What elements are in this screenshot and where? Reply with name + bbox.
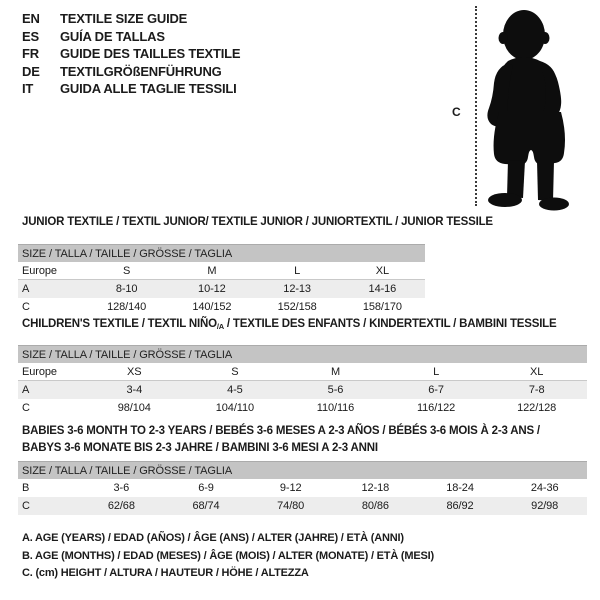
value-cell: 12-18	[361, 482, 390, 494]
size-table	[18, 244, 425, 316]
language-label: GUIDA ALLE TAGLIE TESSILI	[60, 81, 237, 96]
table-title	[22, 214, 493, 231]
value-cell: 5-6	[327, 384, 344, 396]
value-cell: 116/122	[416, 402, 456, 414]
table-title-text: /A	[216, 322, 224, 331]
table-row	[18, 479, 587, 497]
value-cell: M	[207, 265, 217, 277]
table-row	[18, 381, 587, 399]
value-cell: M	[330, 366, 341, 378]
value-cell: 24-36	[530, 482, 559, 494]
table-title-text: BABYS 3-6 MONATE BIS 2-3 JAHRE / BAMBINI 3-6 MESI A 2-3 ANNI	[22, 442, 378, 454]
value-cell: 7-8	[528, 384, 545, 396]
row-label-cell: C	[22, 402, 30, 414]
value-cell: 128/140	[107, 301, 147, 313]
value-cell: 86/92	[446, 500, 474, 512]
value-cell: 18-24	[446, 482, 474, 494]
value-cell: 4-5	[227, 384, 243, 396]
value-cell: 74/80	[277, 500, 305, 512]
value-cell: 158/170	[362, 301, 402, 313]
value-cell: 110/116	[316, 402, 355, 414]
value-cell: 80/86	[361, 500, 389, 512]
value-cell: 3-6	[113, 482, 130, 494]
language-row	[22, 10, 240, 28]
value-cell: 140/152	[192, 301, 232, 313]
value-cell: S	[231, 366, 239, 378]
value-cell: 152/158	[277, 301, 317, 313]
value-cell: 10-12	[198, 283, 226, 295]
table-row	[18, 262, 425, 280]
table-title-text: CHILDREN'S TEXTILE / TEXTIL NIÑO	[22, 318, 217, 330]
value-cell: L	[294, 265, 301, 277]
language-code: ES	[22, 28, 39, 44]
value-cell: 6-7	[428, 384, 444, 396]
value-cell: 92/98	[531, 500, 559, 512]
table-title-line	[22, 316, 556, 333]
value-cell: XL	[375, 265, 389, 277]
table-title-line	[22, 440, 540, 457]
value-cell: XL	[530, 366, 544, 378]
height-measure-label: C	[452, 105, 461, 119]
value-cell: 98/104	[117, 402, 151, 414]
language-code: DE	[22, 63, 40, 79]
measurement-legend	[22, 530, 434, 583]
language-row	[22, 28, 240, 46]
table-row	[18, 280, 425, 298]
language-label: GUIDE DES TAILLES TEXTILE	[60, 46, 241, 61]
table-row	[18, 298, 425, 316]
table-row	[18, 497, 587, 515]
language-row	[22, 63, 240, 81]
value-cell: 122/128	[517, 402, 557, 414]
row-label-cell: B	[22, 482, 30, 494]
size-header-bar: SIZE / TALLA / TAILLE / GRÖSSE / TAGLIA	[18, 461, 587, 479]
table-row	[18, 363, 587, 381]
language-row	[22, 45, 240, 63]
value-cell: 62/68	[107, 500, 135, 512]
value-cell: S	[123, 265, 131, 277]
row-label-cell: C	[22, 301, 30, 313]
value-cell: XS	[127, 366, 142, 378]
value-cell: 9-12	[279, 482, 302, 494]
value-cell: L	[433, 366, 440, 378]
size-header-bar: SIZE / TALLA / TAILLE / GRÖSSE / TAGLIA	[18, 345, 587, 363]
value-cell: 6-9	[198, 482, 214, 494]
baby-silhouette-icon	[478, 4, 600, 212]
table-title-text: / TEXTILE DES ENFANTS / KINDERTEXTIL / BAMBINI TESSILE	[223, 318, 557, 330]
value-cell: 104/110	[215, 402, 255, 414]
language-label: GUÍA DE TALLAS	[60, 28, 165, 44]
table-title-text: JUNIOR TEXTILE / TEXTIL JUNIOR/ TEXTILE JUNIOR / JUNIORTEXTIL / JUNIOR TESSILE	[22, 216, 493, 228]
row-label-cell: C	[22, 500, 30, 512]
size-table	[18, 461, 587, 515]
language-code: EN	[22, 11, 40, 26]
table-title	[22, 316, 556, 333]
value-cell: 3-4	[126, 384, 143, 396]
legend-line: A. AGE (YEARS) / EDAD (AÑOS) / ÂGE (ANS) / ALTER (JAHRE) / ETÀ (ANNI)	[22, 532, 404, 544]
table-title-line	[22, 423, 540, 440]
language-label: TEXTILE SIZE GUIDE	[60, 11, 188, 26]
table-title-text: BABIES 3-6 MONTH TO 2-3 YEARS / BEBÉS 3-6 MESES A 2-3 AÑOS / BÉBÉS 3-6 MOIS À 2-3 ANS /	[22, 425, 540, 437]
value-cell: 14-16	[368, 283, 397, 295]
legend-line: B. AGE (MONTHS) / EDAD (MESES) / ÂGE (MOIS) / ALTER (MONATE) / ETÀ (MESI)	[22, 549, 434, 562]
language-code: IT	[22, 81, 34, 96]
value-cell: 68/74	[192, 500, 220, 512]
size-header-bar: SIZE / TALLA / TAILLE / GRÖSSE / TAGLIA	[18, 244, 425, 262]
language-list	[22, 10, 240, 98]
table-title	[22, 423, 540, 457]
language-label: TEXTILGRÖßENFÜHRUNG	[60, 63, 222, 79]
language-code: FR	[22, 46, 39, 61]
size-table	[18, 345, 587, 417]
row-label-cell: Europe	[22, 265, 57, 277]
row-label-cell: A	[22, 283, 30, 295]
row-label-cell: A	[22, 384, 30, 396]
value-cell: 12-13	[283, 283, 311, 295]
height-measure-dotted-line	[475, 6, 477, 206]
value-cell: 8-10	[115, 283, 138, 295]
legend-line: C. (cm) HEIGHT / ALTURA / HAUTEUR / HÖHE / ALTEZZA	[22, 567, 309, 580]
language-row	[22, 80, 240, 98]
row-label-cell: Europe	[22, 366, 57, 378]
table-row	[18, 399, 587, 417]
table-title-line	[22, 214, 493, 231]
